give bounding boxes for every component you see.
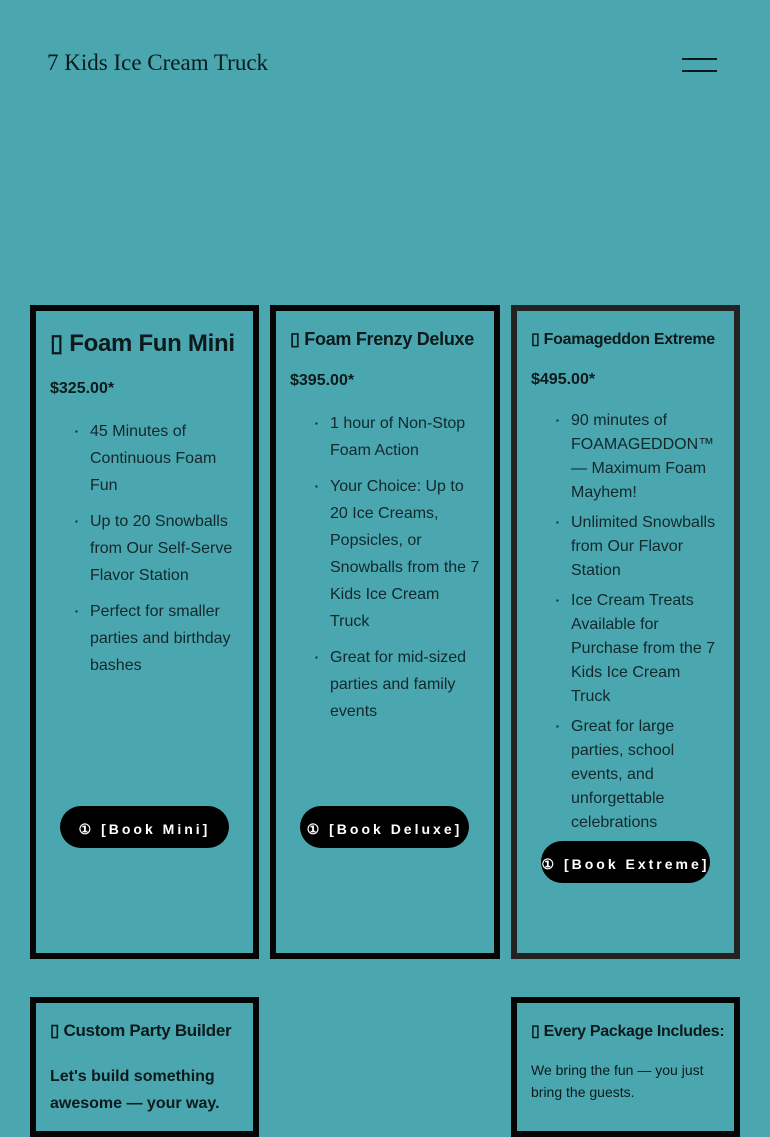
custom-title: ▯ Custom Party Builder bbox=[50, 1021, 232, 1040]
includes-text: We bring the fun — you just bring the guests. bbox=[531, 1062, 704, 1100]
list-item: ▪ Great for mid-sized parties and family events bbox=[330, 644, 480, 725]
list-item: ▪ Unlimited Snowballs from Our Flavor Station bbox=[571, 511, 720, 583]
includes-card bbox=[511, 997, 740, 1137]
custom-subtitle: Let's build something awesome — your way. bbox=[50, 1068, 220, 1112]
includes-title: ▯ Every Package Includes: bbox=[531, 1023, 725, 1040]
book-deluxe-button[interactable]: ① [Book Deluxe] bbox=[300, 806, 469, 848]
list-item: ▪ Up to 20 Snowballs from Our Self-Serve Flavor Station bbox=[90, 508, 239, 589]
feature-list bbox=[50, 418, 239, 679]
feature-list bbox=[531, 409, 720, 835]
package-title: ▯ Foam Fun Mini bbox=[50, 330, 235, 357]
list-item: ▪ 90 minutes of FOAMAGEDDON™ — Maximum Foam Mayhem! bbox=[571, 409, 720, 505]
list-item: ▪ Your Choice: Up to 20 Ice Creams, Popsicles, or Snowballs from the 7 Kids Ice Cream Truck bbox=[330, 473, 480, 635]
feature-list bbox=[290, 410, 480, 725]
book-extreme-button[interactable]: ① [Book Extreme] bbox=[541, 841, 710, 883]
hamburger-menu-icon[interactable] bbox=[682, 58, 717, 74]
package-title: ▯ Foam Frenzy Deluxe bbox=[290, 329, 474, 349]
package-price: $325.00* bbox=[50, 380, 115, 397]
package-card-mini bbox=[30, 305, 259, 959]
package-price: $495.00* bbox=[531, 371, 596, 388]
list-item: ▪ Ice Cream Treats Available for Purchase from the 7 Kids Ice Cream Truck bbox=[571, 589, 720, 709]
book-mini-button[interactable]: ① [Book Mini] bbox=[60, 806, 229, 848]
package-title: ▯ Foamageddon Extreme bbox=[531, 331, 715, 348]
list-item: ▪ 45 Minutes of Continuous Foam Fun bbox=[90, 418, 239, 499]
custom-party-card bbox=[30, 997, 259, 1137]
list-item: ▪ Great for large parties, school events, and unforgettable celebrations bbox=[571, 715, 720, 835]
site-logo[interactable]: 7 Kids Ice Cream Truck bbox=[47, 50, 269, 75]
package-card-deluxe bbox=[270, 305, 500, 959]
package-card-extreme bbox=[511, 305, 740, 959]
list-item: ▪ Perfect for smaller parties and birthday bashes bbox=[90, 598, 239, 679]
list-item: ▪ 1 hour of Non-Stop Foam Action bbox=[330, 410, 480, 464]
package-price: $395.00* bbox=[290, 372, 355, 389]
